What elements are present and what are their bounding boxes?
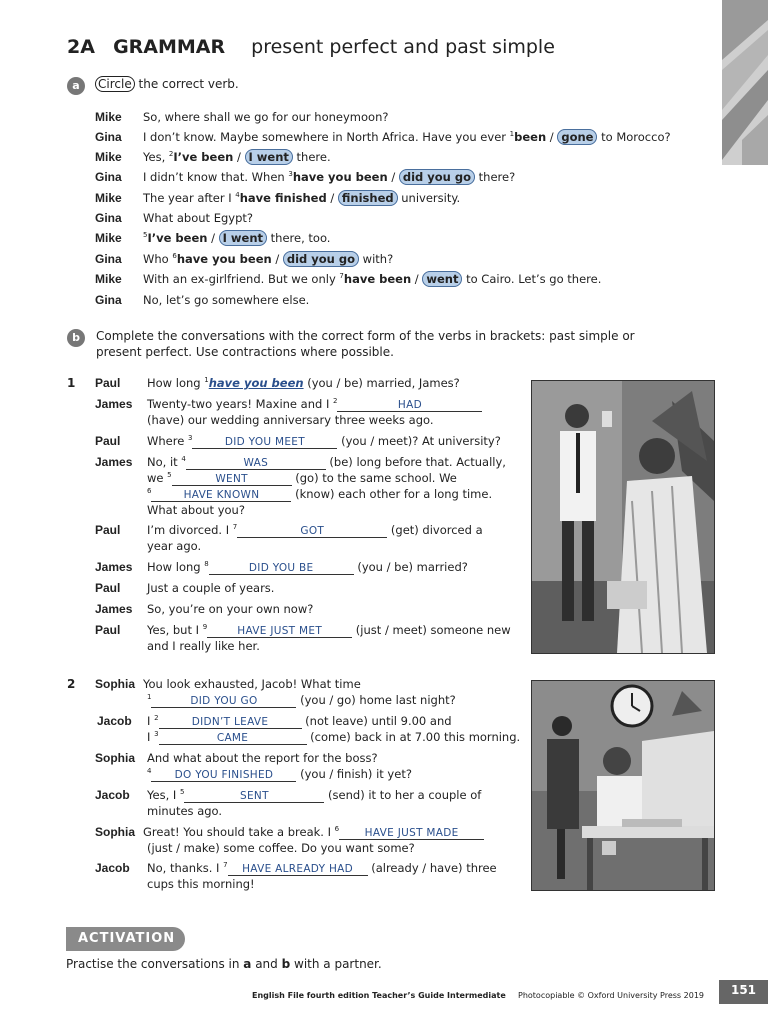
answer-gap-c2-1: DID YOU GO bbox=[151, 695, 296, 708]
dialogue-line: I’m divorced. I $^7$ GOT (get) divorced a bbox=[147, 523, 483, 537]
speaker: Paul bbox=[95, 434, 121, 448]
speaker: Jacob bbox=[97, 714, 132, 728]
illustration-office-workers bbox=[531, 680, 715, 891]
answer-gap-c2-5: SENT bbox=[184, 790, 324, 803]
dialogue-line: Yes, I $^5$ SENT (send) it to her a couple of bbox=[147, 788, 482, 802]
dialogue-line: cups this morning! bbox=[147, 877, 255, 891]
speaker: Mike bbox=[95, 191, 122, 205]
dialogue-line: $^1$ DID YOU GO (you / go) home last night? bbox=[147, 693, 456, 707]
dialogue-line: Where $^3$ DID YOU MEET (you / meet)? At university? bbox=[147, 434, 501, 448]
dialogue-line: I $^3$ CAME (come) back in at 7.00 this morning. bbox=[147, 730, 521, 744]
verb-option: did you go bbox=[283, 251, 359, 267]
speaker: Mike bbox=[95, 150, 122, 164]
dialogue-line: (just / make) some coffee. Do you want some? bbox=[147, 841, 415, 855]
speaker: Paul bbox=[95, 581, 121, 595]
dialogue-line: What about Egypt? bbox=[143, 211, 253, 225]
activation-label: ACTIVATION bbox=[66, 927, 185, 951]
conversation-2-number: 2 bbox=[67, 677, 76, 691]
dialogue-line: $^4$ DO YOU FINISHED (you / finish) it yet? bbox=[147, 767, 412, 781]
answer-gap-6: HAVE KNOWN bbox=[151, 489, 291, 502]
speaker: James bbox=[95, 397, 133, 411]
speaker: Paul bbox=[95, 623, 121, 637]
speaker: Jacob bbox=[95, 788, 130, 802]
dialogue-line: (have) our wedding anniversary three weeks ago. bbox=[147, 413, 434, 427]
conversation-1-number: 1 bbox=[67, 376, 76, 390]
dialogue-line: No, let’s go somewhere else. bbox=[143, 293, 310, 307]
illustration-two-men-talking bbox=[531, 380, 715, 654]
speaker: Sophia bbox=[95, 825, 136, 839]
verb-option: finished bbox=[338, 190, 398, 206]
dialogue-line: And what about the report for the boss? bbox=[147, 751, 378, 765]
verb-option: gone bbox=[557, 129, 597, 145]
dialogue-line: You look exhausted, Jacob! What time bbox=[143, 677, 361, 691]
speaker: Sophia bbox=[95, 751, 136, 765]
corner-decoration bbox=[722, 0, 768, 165]
dialogue-line: $^5$I’ve been / I went there, too. bbox=[143, 231, 331, 245]
example-answer: have you been bbox=[208, 376, 304, 390]
speaker: Jacob bbox=[95, 861, 130, 875]
speaker: Sophia bbox=[95, 677, 136, 691]
answer-gap-3: DID YOU MEET bbox=[192, 436, 337, 449]
answer-gap-8: DID YOU BE bbox=[209, 562, 354, 575]
verb-option: I went bbox=[219, 230, 267, 246]
speaker: Gina bbox=[95, 252, 122, 266]
verb-option: have been bbox=[343, 272, 412, 286]
dialogue-line: we $^5$ WENT (go) to the same school. We bbox=[147, 471, 457, 485]
answer-gap-c2-7: HAVE ALREADY HAD bbox=[228, 863, 368, 876]
verb-option: have finished bbox=[239, 191, 327, 205]
verb-option: been bbox=[514, 130, 547, 144]
dialogue-line: With an ex-girlfriend. But we only $^7$have been / went to Cairo. Let’s go there. bbox=[143, 272, 602, 286]
exercise-b-instruction: Complete the conversations with the correct form of the verbs in brackets: past simple or present perfect. Use contractions where possible. bbox=[96, 329, 635, 359]
speaker: Mike bbox=[95, 272, 122, 286]
dialogue-line: No, thanks. I $^7$ HAVE ALREADY HAD (already / have) three bbox=[147, 861, 497, 875]
footer-copyright: Photocopiable © Oxford University Press 2019 bbox=[518, 991, 704, 1000]
speaker: James bbox=[95, 455, 133, 469]
speaker: Gina bbox=[95, 211, 122, 225]
dialogue-line: I didn’t know that. When $^3$have you been / did you go there? bbox=[143, 170, 516, 184]
footer-book-title: English File fourth edition Teacher’s Guide Intermediate bbox=[252, 991, 506, 1000]
exercise-a-instruction: Circle the correct verb. bbox=[95, 77, 239, 91]
answer-gap-c2-6: HAVE JUST MADE bbox=[339, 827, 484, 840]
answer-gap-c2-2: DIDN’T LEAVE bbox=[159, 716, 302, 729]
dialogue-line: minutes ago. bbox=[147, 804, 223, 818]
dialogue-line: The year after I $^4$have finished / finished university. bbox=[143, 191, 461, 205]
speaker: James bbox=[95, 560, 133, 574]
dialogue-line: year ago. bbox=[147, 539, 202, 553]
verb-option: did you go bbox=[399, 169, 475, 185]
answer-gap-c2-4: DO YOU FINISHED bbox=[151, 769, 296, 782]
dialogue-line: Great! You should take a break. I $^6$ HAVE JUST MADE bbox=[143, 825, 484, 840]
dialogue-line: Who $^6$have you been / did you go with? bbox=[143, 252, 394, 266]
answer-gap-7: GOT bbox=[237, 525, 387, 538]
activation-text: Practise the conversations in a and b with a partner. bbox=[66, 957, 382, 971]
dialogue-line: So, where shall we go for our honeymoon? bbox=[143, 110, 389, 124]
speaker: Paul bbox=[95, 376, 121, 390]
answer-gap-c2-3: CAME bbox=[159, 732, 307, 745]
dialogue-line: I $^2$ DIDN’T LEAVE (not leave) until 9.00 and bbox=[147, 714, 452, 728]
answer-gap-9: HAVE JUST MET bbox=[207, 625, 352, 638]
page-number: 151 bbox=[719, 980, 768, 1004]
exercise-b-badge: b bbox=[67, 329, 85, 347]
speaker: Gina bbox=[95, 170, 122, 184]
dialogue-line: How long $^1$have you been (you / be) married, James? bbox=[147, 376, 460, 390]
dialogue-line: I don’t know. Maybe somewhere in North Africa. Have you ever $^1$been / gone to Morocco? bbox=[143, 130, 671, 144]
dialogue-line: What about you? bbox=[147, 503, 245, 517]
speaker: James bbox=[95, 602, 133, 616]
speaker: Mike bbox=[95, 231, 122, 245]
verb-option: have you been bbox=[292, 170, 388, 184]
dialogue-line: Twenty-two years! Maxine and I $^2$ HAD bbox=[147, 397, 482, 412]
verb-option: I’ve been bbox=[147, 231, 208, 245]
dialogue-line: and I really like her. bbox=[147, 639, 260, 653]
speaker: Gina bbox=[95, 293, 122, 307]
speaker: Gina bbox=[95, 130, 122, 144]
dialogue-line: $^6$ HAVE KNOWN (know) each other for a long time. bbox=[147, 487, 493, 501]
verb-option: I’ve been bbox=[173, 150, 234, 164]
dialogue-line: No, it $^4$ WAS (be) long before that. Actually, bbox=[147, 455, 506, 469]
answer-gap-4: WAS bbox=[186, 457, 326, 470]
dialogue-line: Yes, $^2$I’ve been / I went there. bbox=[143, 150, 331, 164]
speaker: Mike bbox=[95, 110, 122, 124]
dialogue-line: How long $^8$ DID YOU BE (you / be) married? bbox=[147, 560, 468, 574]
verb-option: I went bbox=[245, 149, 293, 165]
exercise-a-badge: a bbox=[67, 77, 85, 95]
dialogue-line: So, you’re on your own now? bbox=[147, 602, 314, 616]
verb-option: have you been bbox=[176, 252, 272, 266]
page-title: 2A GRAMMAR present perfect and past simple bbox=[67, 36, 555, 58]
answer-gap-5: WENT bbox=[172, 473, 292, 486]
speaker: Paul bbox=[95, 523, 121, 537]
dialogue-line: Just a couple of years. bbox=[147, 581, 275, 595]
answer-gap-2: HAD bbox=[337, 399, 482, 412]
dialogue-line: Yes, but I $^9$ HAVE JUST MET (just / meet) someone new bbox=[147, 623, 511, 637]
verb-option: went bbox=[422, 271, 462, 287]
